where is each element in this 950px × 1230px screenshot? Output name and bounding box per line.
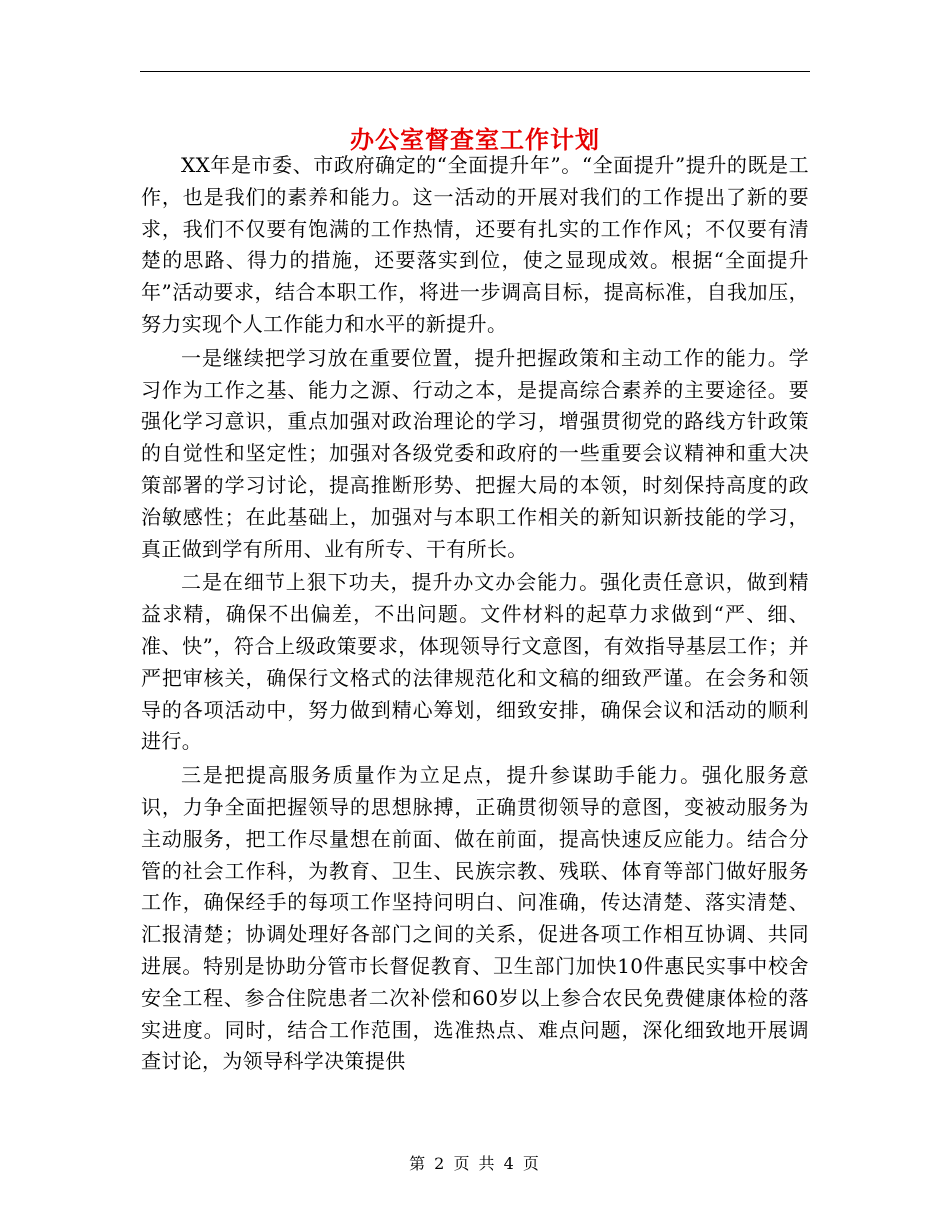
document-title: 办公室督查室工作计划 [350, 125, 600, 155]
paragraph-details: 二是在细节上狠下功夫，提升办文办会能力。强化责任意识，做到精益求精，确保不出偏差，不出问题。文件材料的起草力求做到“严、细、准、快”，符合上级政策要求，体现领导行文意图，有效指导基层工作；并严把审核关，确保行文格式的法律规范化和文稿的细致严谨。在会务和领导的各项活动中，努力做到精心筹划，细致安排，确保会议和活动的顺利进行。 [141, 570, 809, 754]
paragraph-study: 一是继续把学习放在重要位置，提升把握政策和主动工作的能力。学习作为工作之基、能力之源、行动之本，是提高综合素养的主要途径。要强化学习意识，重点加强对政治理论的学习，增强贯彻党的路线方针政策的自觉性和坚定性；加强对各级党委和政府的一些重要会议精神和重大决策部署的学习讨论，提高推断形势、把握大局的本领，时刻保持高度的政治敏感性；在此基础上，加强对与本职工作相关的新知识新技能的学习，真正做到学有所用、业有所专、干有所长。 [141, 345, 809, 561]
paragraph-intro: XX年是市委、市政府确定的“全面提升年”。“全面提升”提升的既是工作，也是我们的素养和能力。这一活动的开展对我们的工作提出了新的要求，我们不仅要有饱满的工作热情，还要有扎实的工作作风；不仅要有清楚的思路、得力的措施，还要落实到位，使之显现成效。根据“全面提升年”活动要求，结合本职工作，将进一步调高目标，提高标准，自我加压，努力实现个人工作能力和水平的新提升。 [141, 153, 809, 336]
paragraph-service: 三是把提高服务质量作为立足点，提升参谋助手能力。强化服务意识，力争全面把握领导的思想脉搏，正确贯彻领导的意图，变被动服务为主动服务，把工作尽量想在前面、做在前面，提高快速反应能力。结合分管的社会工作科，为教育、卫生、民族宗教、残联、体育等部门做好服务工作，确保经手的每项工作坚持问明白、问准确，传达清楚、落实清楚、汇报清楚；协调处理好各部门之间的关系，促进各项工作相互协调、共同进展。特别是协助分管市长督促教育、卫生部门加快10件惠民实事中校舍安全工程、参合住院患者二次补偿和60岁以上参合农民免费健康体检的落实进度。同时，结合工作范围，选准热点、难点问题，深化细致地开展调查讨论，为领导科学决策提供 [141, 763, 809, 1074]
header-rule [140, 71, 810, 72]
page-number: 第 2 页 共 4 页 [409, 1154, 541, 1173]
document-body [141, 150, 809, 1080]
